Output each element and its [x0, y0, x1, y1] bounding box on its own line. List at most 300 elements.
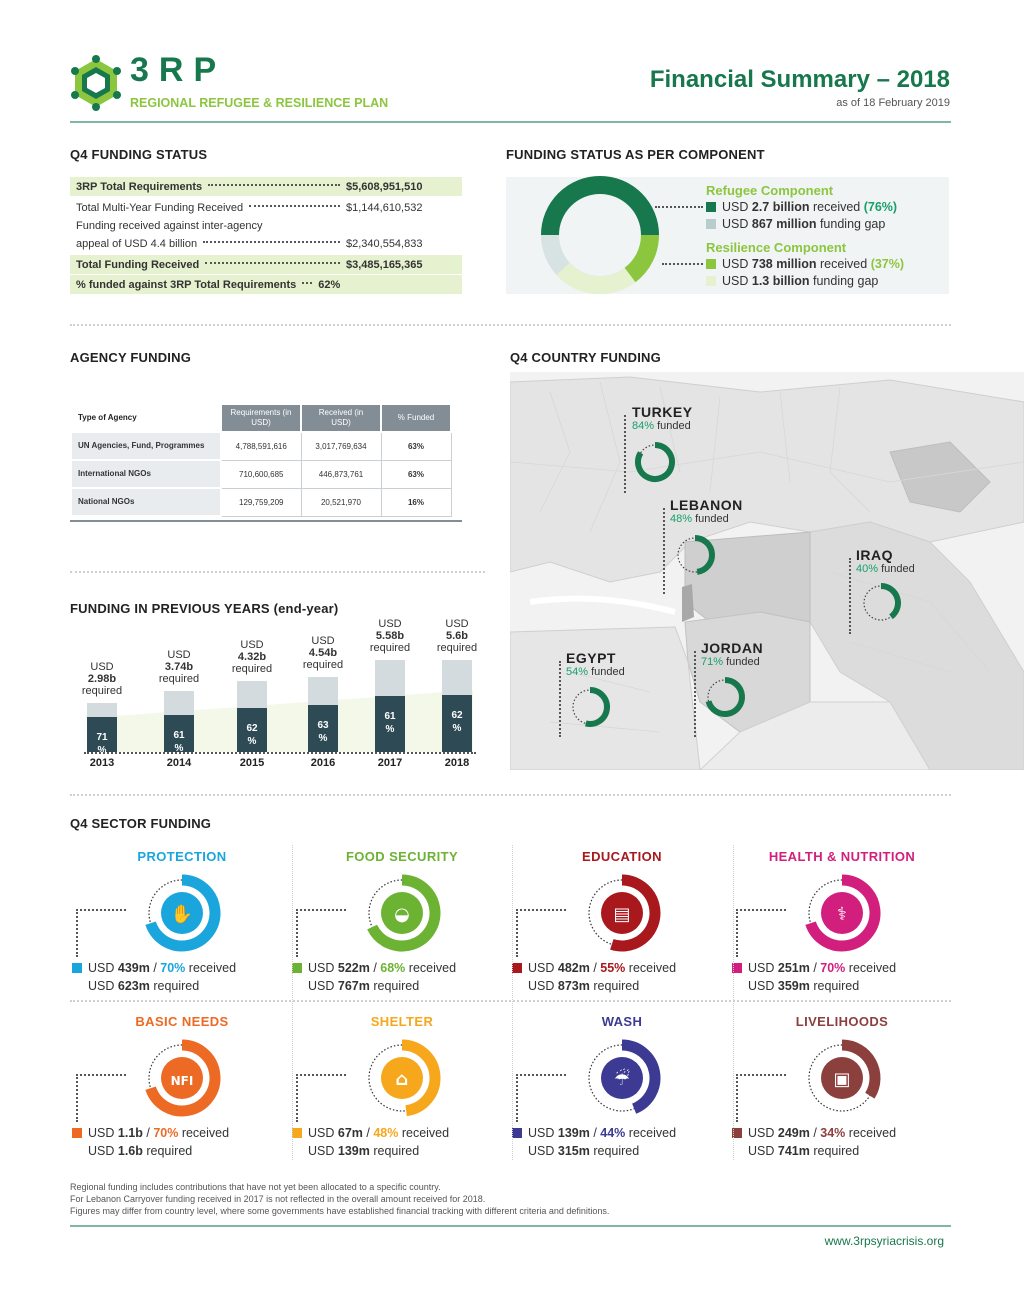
sector-required-line: [528, 979, 639, 993]
required-amount: 873m: [557, 979, 590, 993]
component-status-title: FUNDING STATUS AS PER COMPONENT: [506, 147, 765, 162]
legend-swatch-light-green: [706, 259, 716, 269]
sector-bracket: [516, 909, 566, 957]
table-row: [71, 488, 451, 516]
table-bottom-rule: [70, 520, 462, 522]
country-funded: [701, 656, 763, 668]
required-label: [427, 618, 487, 654]
required-word: required: [436, 642, 478, 654]
chart-baseline: [84, 752, 476, 754]
received-amount: 522m: [337, 961, 370, 975]
resilience-component-label: Resilience Component: [706, 240, 847, 255]
received-word: received: [625, 961, 677, 975]
section-divider: [70, 324, 951, 326]
legend-swatch: [292, 1128, 302, 1138]
sector-title: EDUCATION: [582, 849, 662, 864]
pct: (76%): [863, 200, 898, 214]
required-word: required: [158, 672, 200, 685]
status-label: 3RP Total Requirements: [76, 180, 203, 193]
text: USD: [722, 274, 752, 288]
icon-glyph: ▤: [613, 904, 631, 925]
country-pointer-line: [663, 508, 665, 594]
header-divider: [70, 121, 951, 123]
usd-text: USD: [311, 635, 335, 648]
required-label: [222, 639, 282, 675]
sector-required-line: [88, 979, 199, 993]
required-amount: 5.6b: [445, 630, 468, 642]
sector-received-line: [72, 1126, 229, 1140]
funded-bar: [164, 715, 194, 752]
slash: /: [589, 961, 601, 975]
sector-donut: [134, 865, 230, 961]
usd-text: USD: [528, 1126, 558, 1140]
slash: /: [362, 1126, 374, 1140]
funded-bar: [237, 708, 267, 752]
sector-livelihoods: [732, 1014, 952, 1174]
icon-glyph: ◒: [394, 904, 410, 925]
sector-donut: [794, 865, 890, 961]
status-label-line1: Funding received against inter-agency: [76, 220, 263, 232]
required-word: required: [809, 1144, 860, 1158]
status-value: 62%: [318, 278, 341, 291]
footnote: Figures may differ from country level, where some governments have established financial tracking with different criteria and definitions.: [70, 1206, 610, 1216]
required-word: required: [369, 1144, 420, 1158]
country-label-jordan: [701, 640, 763, 668]
required-amount: 1.6b: [117, 1144, 143, 1158]
sector-donut: [794, 1030, 890, 1126]
icon-glyph: ▣: [833, 1069, 851, 1090]
sector-required-line: [528, 1144, 639, 1158]
funded-pct-label: 61: [173, 729, 185, 741]
status-value: $3,485,165,365: [346, 258, 423, 271]
website-link[interactable]: www.3rpsyriacrisis.org: [824, 1234, 944, 1248]
icon-glyph: NFI: [170, 1074, 194, 1088]
amount: 738 million: [751, 257, 817, 271]
logo-subtitle: REGIONAL REFUGEE & RESILIENCE PLAN: [130, 96, 389, 110]
received-pct: 68%: [380, 961, 406, 975]
funded-pct-label: 63: [317, 720, 329, 731]
sector-title: WASH: [601, 1014, 643, 1029]
required-amount: 315m: [557, 1144, 590, 1158]
pct-sign: %: [318, 733, 328, 744]
table-row: [71, 432, 451, 460]
required-word: required: [142, 1144, 193, 1158]
funded-pct-label: 62: [246, 722, 258, 734]
required-amount: 767m: [337, 979, 370, 993]
received-word: received: [185, 961, 237, 975]
column-header: Received (in USD): [301, 404, 381, 432]
status-value: $2,340,554,833: [346, 237, 423, 250]
status-row-pct-funded: [70, 275, 462, 294]
required-amount: 4.32b: [237, 651, 267, 664]
sector-title: BASIC NEEDS: [135, 1014, 229, 1029]
country-funding-title: Q4 COUNTRY FUNDING: [510, 350, 661, 365]
refugee-component-label: Refugee Component: [706, 183, 834, 198]
pct: (37%): [870, 257, 905, 271]
donut-funded-arc: [695, 538, 712, 572]
received-amount: 249m: [777, 1126, 810, 1140]
requirements-cell: 129,759,209: [221, 488, 301, 516]
required-label: [72, 661, 132, 697]
required-word: required: [589, 1144, 640, 1158]
received-word: received: [625, 1126, 677, 1140]
required-word: required: [369, 979, 420, 993]
received-amount: 67m: [337, 1126, 363, 1140]
text: funding gap: [816, 217, 886, 231]
donut-funded-arc: [638, 445, 672, 479]
sector-donut: [134, 1030, 230, 1126]
required-label: [149, 649, 209, 685]
table-header-row: [71, 404, 451, 432]
received-word: received: [398, 1126, 450, 1140]
section-divider: [70, 571, 485, 573]
country-label-lebanon: [670, 497, 743, 525]
funded-bar: [87, 717, 117, 757]
sector-received-line: [512, 1126, 676, 1140]
leader-dots: [205, 262, 340, 264]
usd-text: USD: [748, 961, 778, 975]
usd-text: USD: [748, 1126, 778, 1140]
year-tick-label: 2016: [310, 757, 336, 769]
sector-wash: [512, 1014, 732, 1174]
received-amount: 251m: [777, 961, 810, 975]
sector-received-line: [292, 1126, 449, 1140]
text: received: [816, 257, 871, 271]
country-name: TURKEY: [632, 404, 693, 420]
slash: /: [589, 1126, 601, 1140]
usd-text: USD: [748, 979, 778, 993]
sector-received-line: [292, 961, 456, 975]
required-word: required: [231, 663, 273, 676]
required-word: required: [369, 642, 411, 655]
year-tick-label: 2017: [377, 757, 403, 769]
amount: 1.3 billion: [751, 274, 810, 288]
year-tick-label: 2013: [89, 757, 115, 769]
sector-row-divider: [70, 1000, 951, 1002]
country-pointer-line: [849, 558, 851, 634]
sector-bracket: [76, 1074, 126, 1122]
status-row-inter-agency: [70, 234, 462, 253]
3rp-logo-icon: [68, 55, 124, 111]
funded-word: funded: [588, 666, 625, 678]
received-word: received: [178, 1126, 230, 1140]
pct-sign: %: [452, 722, 462, 734]
text: funding gap: [809, 274, 879, 288]
sector-received-line: [72, 961, 236, 975]
pct-sign: %: [97, 745, 107, 757]
funded-pct-label: 71: [96, 732, 108, 744]
usd-text: USD: [528, 979, 558, 993]
country-funded: [632, 420, 693, 432]
year-tick-label: 2015: [239, 757, 265, 769]
leader-dots: [203, 241, 340, 243]
column-header: Type of Agency: [71, 404, 221, 432]
usd-text: USD: [748, 1144, 778, 1158]
country-pct: 71%: [701, 656, 724, 668]
usd-text: USD: [445, 618, 469, 630]
pct-cell: 63%: [381, 460, 451, 488]
required-word: required: [302, 659, 344, 672]
received-pct: 48%: [373, 1126, 399, 1140]
received-pct: 70%: [160, 961, 186, 975]
country-donut: [857, 579, 905, 627]
sector-health-nutrition: [732, 849, 952, 1009]
agency-funding-title: AGENCY FUNDING: [70, 350, 192, 365]
required-amount: 741m: [777, 1144, 810, 1158]
funded-word: funded: [654, 420, 691, 432]
section-divider: [70, 794, 951, 796]
country-label-turkey: [632, 404, 693, 432]
sector-title: FOOD SECURITY: [345, 849, 459, 864]
agency-type-cell: International NGOs: [71, 460, 221, 488]
leader-dots: [302, 282, 312, 284]
amount: 2.7 billion: [751, 200, 810, 214]
sector-donut: [354, 1030, 450, 1126]
status-label: Total Funding Received: [76, 258, 200, 271]
resilience-gap-line: [706, 274, 878, 288]
sector-protection: [72, 849, 292, 1009]
component-donut-chart: [535, 170, 665, 300]
received-word: received: [845, 961, 897, 975]
table-row: [71, 460, 451, 488]
country-pct: 54%: [566, 666, 589, 678]
footnote: For Lebanon Carryover funding received in 2017 is not reflected in the overall amount received for 2018.: [70, 1194, 486, 1204]
sector-bracket: [76, 909, 126, 957]
legend-swatch: [72, 963, 82, 973]
country-pointer-line: [694, 651, 696, 737]
sector-column-divider: [292, 845, 293, 1160]
received-cell: 3,017,769,634: [301, 432, 381, 460]
sector-received-line: [512, 961, 676, 975]
required-amount: 359m: [777, 979, 810, 993]
required-amount: 3.74b: [164, 660, 194, 673]
sector-required-line: [748, 979, 859, 993]
sector-required-line: [88, 1144, 192, 1158]
country-name: IRAQ: [856, 547, 893, 563]
funded-bar: [375, 696, 405, 752]
sector-food-security: [292, 849, 512, 1009]
sector-bracket: [516, 1074, 566, 1122]
received-pct: 34%: [820, 1126, 846, 1140]
received-cell: 446,873,761: [301, 460, 381, 488]
usd-text: USD: [528, 961, 558, 975]
sector-column-divider: [512, 845, 513, 1160]
icon-glyph: ⌂: [395, 1069, 409, 1090]
sector-received-line: [732, 1126, 896, 1140]
required-amount: 2.98b: [87, 673, 117, 686]
sector-column-divider: [733, 845, 734, 1160]
text: USD: [722, 257, 752, 271]
country-donut: [701, 673, 749, 721]
year-tick-label: 2014: [166, 757, 192, 769]
text: USD: [722, 200, 752, 214]
requirements-cell: 710,600,685: [221, 460, 301, 488]
resilience-received-line: [706, 257, 904, 271]
funded-bar: [308, 705, 338, 752]
usd-text: USD: [308, 1126, 338, 1140]
resilience-connector: [662, 263, 703, 265]
required-amount: 139m: [337, 1144, 370, 1158]
usd-text: USD: [88, 1126, 118, 1140]
usd-text: USD: [90, 661, 114, 674]
sector-bracket: [296, 909, 346, 957]
column-header: Requirements (in USD): [221, 404, 301, 432]
chart-background-band: [88, 690, 473, 752]
refugee-connector: [655, 206, 703, 208]
year-tick-label: 2018: [444, 757, 470, 769]
sector-funding-title: Q4 SECTOR FUNDING: [70, 816, 212, 831]
footer-divider: [70, 1225, 951, 1227]
country-donut: [631, 438, 679, 486]
received-word: received: [845, 1126, 897, 1140]
country-label-egypt: [566, 650, 625, 678]
text: USD: [722, 217, 752, 231]
q4-funding-status-title: Q4 FUNDING STATUS: [70, 147, 208, 162]
usd-text: USD: [88, 1144, 118, 1158]
refugee-gap-line: [706, 217, 885, 231]
refugee-received-line: [706, 200, 897, 214]
country-label-iraq: [856, 547, 915, 575]
funded-bar: [442, 695, 472, 752]
as-of-date: as of 18 February 2019: [836, 97, 950, 109]
usd-text: USD: [528, 1144, 558, 1158]
requirements-cell: 4,788,591,616: [221, 432, 301, 460]
funded-word: funded: [723, 656, 760, 668]
usd-text: USD: [308, 961, 338, 975]
country-name: EGYPT: [566, 650, 616, 666]
leader-dots: [249, 205, 340, 207]
text: received: [809, 200, 864, 214]
status-row-multi-year: [70, 198, 462, 217]
pct-sign: %: [385, 724, 395, 736]
funded-word: funded: [878, 563, 915, 575]
usd-text: USD: [378, 618, 402, 631]
country-name: JORDAN: [701, 640, 764, 656]
icon-glyph: ⚕: [837, 904, 847, 925]
slash: /: [149, 961, 161, 975]
leader-dots: [208, 184, 340, 186]
required-amount: 5.58b: [375, 630, 405, 643]
country-donut: [671, 531, 719, 579]
sector-required-line: [308, 1144, 419, 1158]
sector-shelter: [292, 1014, 512, 1174]
agency-funding-table: [70, 403, 452, 517]
country-pointer-line: [624, 415, 626, 493]
required-amount: 623m: [117, 979, 150, 993]
status-row-total-received: [70, 255, 462, 274]
refugee-received-arc: [550, 185, 650, 235]
sector-donut: [574, 1030, 670, 1126]
agency-type-cell: UN Agencies, Fund, Programmes: [71, 432, 221, 460]
slash: /: [809, 1126, 821, 1140]
icon-glyph: ☔: [613, 1069, 631, 1090]
slash: /: [809, 961, 821, 975]
resilience-received-arc: [630, 235, 650, 275]
country-pointer-line: [559, 661, 561, 737]
sector-donut: [574, 865, 670, 961]
status-row-total-requirements: [70, 177, 462, 196]
usd-text: USD: [88, 961, 118, 975]
sector-title: LIVELIHOODS: [795, 1014, 889, 1029]
logo: [68, 51, 408, 111]
received-amount: 1.1b: [117, 1126, 143, 1140]
slash: /: [369, 961, 381, 975]
sector-title: SHELTER: [370, 1014, 434, 1029]
sector-required-line: [308, 979, 419, 993]
country-pct: 40%: [856, 563, 879, 575]
usd-text: USD: [167, 648, 191, 661]
country-funded: [856, 563, 915, 575]
received-cell: 20,521,970: [301, 488, 381, 516]
country-funded: [670, 513, 743, 525]
status-label: Total Multi-Year Funding Received: [76, 201, 244, 214]
required-word: required: [809, 979, 860, 993]
pct-sign: %: [174, 742, 184, 754]
resilience-gap-arc: [563, 269, 630, 285]
agency-type-cell: National NGOs: [71, 488, 221, 516]
sector-title: HEALTH & NUTRITION: [768, 849, 916, 864]
page-title: Financial Summary – 2018: [649, 66, 950, 93]
status-label: % funded against 3RP Total Requirements: [76, 278, 297, 291]
funded-pct-label: 62: [451, 709, 463, 721]
country-pct: 48%: [670, 513, 693, 525]
usd-text: USD: [88, 979, 118, 993]
sector-bracket: [736, 1074, 786, 1122]
country-donut: [566, 683, 614, 731]
received-pct: 44%: [600, 1126, 626, 1140]
legend-swatch-dark-green: [706, 202, 716, 212]
required-word: required: [149, 979, 200, 993]
required-label: [293, 635, 353, 671]
received-pct: 55%: [600, 961, 626, 975]
icon-glyph: ✋: [170, 904, 194, 925]
sector-bracket: [296, 1074, 346, 1122]
column-header: % Funded: [381, 404, 451, 432]
logo-text: 3RP: [130, 51, 227, 89]
received-amount: 482m: [557, 961, 590, 975]
country-name: LEBANON: [670, 497, 743, 513]
sector-education: [512, 849, 732, 1009]
status-value: $1,144,610,532: [346, 201, 423, 214]
usd-text: USD: [308, 979, 338, 993]
donut-funded-arc: [586, 690, 607, 724]
usd-text: USD: [240, 639, 264, 652]
country-funded: [566, 666, 625, 678]
received-word: received: [405, 961, 457, 975]
footnote: Regional funding includes contributions that have not yet been allocated to a specific country.: [70, 1182, 441, 1192]
received-amount: 439m: [117, 961, 150, 975]
legend-swatch: [512, 1128, 522, 1138]
required-word: required: [81, 685, 123, 698]
status-value: $5,608,951,510: [346, 180, 423, 193]
pct-cell: 16%: [381, 488, 451, 516]
previous-years-title: FUNDING IN PREVIOUS YEARS (end-year): [70, 601, 339, 616]
required-label: [360, 618, 420, 654]
status-label: appeal of USD 4.4 billion: [76, 237, 198, 250]
legend-swatch-pale-green: [706, 276, 716, 286]
donut-funded-arc: [881, 586, 898, 617]
received-pct: 70%: [820, 961, 846, 975]
legend-swatch-grey: [706, 219, 716, 229]
country-pct: 84%: [632, 420, 655, 432]
sector-received-line: [732, 961, 896, 975]
received-amount: 139m: [557, 1126, 590, 1140]
sector-donut: [354, 865, 450, 961]
legend-swatch: [72, 1128, 82, 1138]
sector-bracket: [736, 909, 786, 957]
funded-word: funded: [692, 513, 729, 525]
usd-text: USD: [308, 1144, 338, 1158]
